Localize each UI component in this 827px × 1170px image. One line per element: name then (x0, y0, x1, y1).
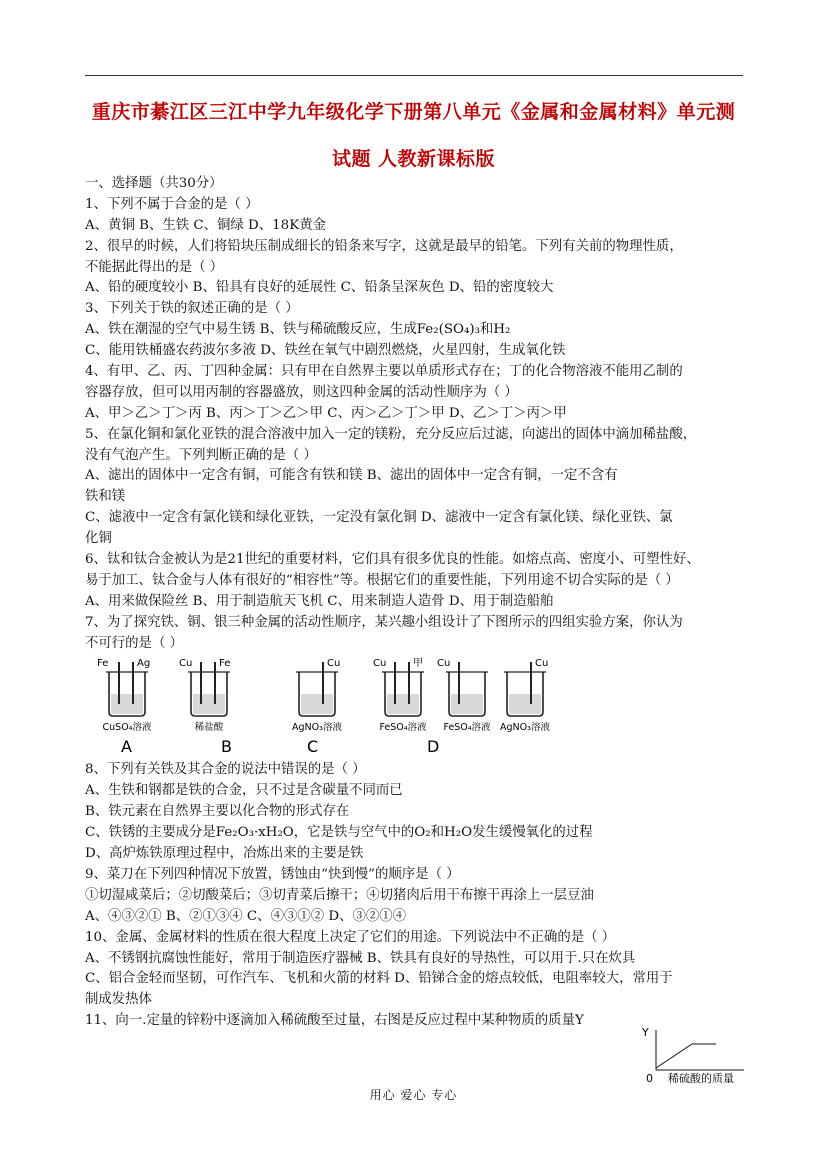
text-line: 不能据此得出的是（ ） (85, 259, 224, 275)
text-line: A、生铁和钢都是铁的合金，只不过是含碳量不同而已 (85, 783, 403, 799)
doc-title-line-2: 试题 人教新课标版 (331, 148, 496, 170)
graph-x-label: 稀硫酸的质量 (668, 1072, 734, 1085)
metal-label: 甲 (413, 658, 423, 670)
text-line: 11、向一.定量的锌粉中逐滴加入稀硫酸至过量，右图是反应过程中某种物质的质量Y (85, 1013, 584, 1029)
metal-label: Cu (437, 658, 451, 670)
text-line: 8、下列有关铁及其合金的说法中错误的是（ ） (85, 762, 366, 778)
questions-1-7 (85, 174, 750, 654)
group-label: C (307, 737, 319, 757)
text-line: A、用来做保险丝 B、用于制造航天飞机 C、用来制造人造骨 D、用于制造船舶 (85, 593, 554, 609)
text-line: 铁和镁 (85, 489, 126, 505)
text-line: A、甲＞乙＞丁＞丙 B、丙＞丁＞乙＞甲 C、丙＞乙＞丁＞甲 D、乙＞丁＞丙＞甲 (85, 405, 567, 421)
metal-label: Fe (219, 658, 231, 670)
solution-label: CuSO₄溶液 (102, 722, 152, 734)
solution-label: FeSO₄溶液 (443, 722, 491, 734)
doc-title-line-1: 重庆市綦江区三江中学九年级化学下册第八单元《金属和金属材料》单元测 (91, 101, 736, 123)
text-line: 容器存放，但可以用丙制的容器盛放，则这四种金属的活动性顺序为（ ） (85, 384, 518, 400)
metal-label: Ag (137, 658, 151, 670)
solution-label: AgNO₃溶液 (500, 722, 550, 734)
text-line: 7、为了探究铁、铜、银三种金属的活动性顺序，某兴趣小组设计了下图所示的四组实验方案，你认为 (85, 614, 683, 630)
text-line: 1、下列不属于合金的是（ ） (85, 196, 259, 212)
graph-curve (656, 1044, 716, 1068)
text-line: 6、钛和钛合金被认为是21世纪的重要材料，它们具有很多优良的性能。如熔点高、密度小、可塑性好、 (85, 552, 700, 568)
header-rule (85, 75, 743, 76)
graph-y-label: Y (642, 1026, 649, 1039)
text-line: ①切湿咸菜后；②切酸菜后；③切青菜后擦干；④切猪肉后用干布擦干再涂上一层豆油 (85, 887, 594, 903)
text-line: 3、下列关于铁的叙述正确的是（ ） (85, 301, 299, 317)
text-line: C、铝合金轻而坚韧，可作汽车、飞机和火箭的材料 D、铅锑合金的熔点较低，电阻率较大，常用于 (85, 971, 673, 987)
question-body (85, 174, 750, 1032)
questions-8-11 (85, 760, 750, 1032)
text-line: 2、很早的时候，人们将铅块压制成细长的铅条来写字，这就是最早的铅笔。下列有关前的物理性质， (85, 238, 683, 254)
text-line: 一、选择题（共30分） (85, 176, 223, 191)
solution-label: FeSO₄溶液 (379, 722, 427, 734)
text-line: A、④③②① B、②①③④ C、④③①② D、③②①④ (85, 908, 407, 924)
beaker (500, 658, 550, 733)
text-line: A、不锈钢抗腐蚀性能好，常用于制造医疗器械 B、铁具有良好的导热性，可以用于.只在炊具 (85, 950, 636, 966)
text-line: A、黄铜 B、生铁 C、铜绿 D、18K黄金 (85, 217, 326, 233)
beaker (179, 658, 230, 733)
text-line: C、能用铁桶盛农药波尔多液 D、铁丝在氧气中剧烈燃烧，火星四射，生成氧化铁 (85, 343, 566, 359)
beaker (97, 658, 152, 733)
text-line: 5、在氯化铜和氯化亚铁的混合溶液中加入一定的镁粉，充分反应后过滤，向滤出的固体中滴加稀盐酸， (85, 426, 697, 442)
metal-label: Cu (373, 658, 387, 670)
beaker (437, 658, 491, 733)
text-line: 10、金属、金属材料的性质在很大程度上决定了它们的用途。下列说法中不正确的是（ ） (85, 929, 616, 945)
solution-label: 稀盐酸 (194, 722, 224, 734)
text-line: 9、菜刀在下列四种情况下放置，锈蚀由“快到慢”的顺序是（ ） (85, 866, 460, 882)
page-footer: 用心 爱心 专心 (369, 1088, 458, 1102)
beaker (373, 657, 427, 733)
group-label: B (221, 737, 232, 757)
beakers-figure (97, 654, 550, 760)
text-line: 易于加工、钛合金与人体有很好的“相容性”等。根据它们的重要性能，下列用途不切合实际的是（ ） (85, 572, 679, 588)
metal-label: Fe (97, 658, 109, 670)
graph-origin-label: 0 (646, 1072, 653, 1085)
mass-graph (640, 1022, 750, 1084)
metal-label: Cu (179, 658, 193, 670)
text-line: 没有气泡产生。下列判断正确的是（ ） (85, 447, 317, 463)
metal-label: Cu (535, 658, 549, 670)
text-line: 化铜 (85, 531, 112, 547)
text-line: 不可行的是（ ） (85, 635, 183, 651)
text-line: C、滤液中一定含有氯化镁和绿化亚铁，一定没有氯化铜 D、滤液中一定含有氯化镁、绿化亚铁、氯 (85, 510, 673, 526)
text-line: D、高炉炼铁原理过程中，冶炼出来的主要是铁 (85, 846, 364, 862)
text-line: 4、有甲、乙、丙、丁四种金属：只有甲在自然界主要以单质形式存在；丁的化合物溶液不能用乙制的 (85, 364, 683, 380)
group-label: D (427, 737, 440, 757)
text-line: B、铁元素在自然界主要以化合物的形式存在 (85, 804, 350, 820)
metal-label: Cu (327, 658, 341, 670)
text-line: 制成发热体 (85, 992, 152, 1008)
text-line: A、滤出的固体中一定含有铜，可能含有铁和镁 B、滤出的固体中一定含有铜，一定不含有 (85, 468, 618, 484)
text-line: C、铁锈的主要成分是Fe₂O₃·xH₂O，它是铁与空气中的O₂和H₂O发生缓慢氧化的过程 (85, 825, 593, 841)
experiment-figure (85, 654, 750, 760)
group-label: A (121, 737, 132, 757)
solution-label: AgNO₃溶液 (292, 722, 342, 734)
text-line: A、铁在潮湿的空气中易生锈 B、铁与稀硫酸反应，生成Fe₂(SO₄)₃和H₂ (85, 322, 511, 338)
text-line: A、铅的硬度较小 B、铅具有良好的延展性 C、铅条呈深灰色 D、铅的密度较大 (85, 280, 554, 296)
beaker (292, 658, 342, 733)
